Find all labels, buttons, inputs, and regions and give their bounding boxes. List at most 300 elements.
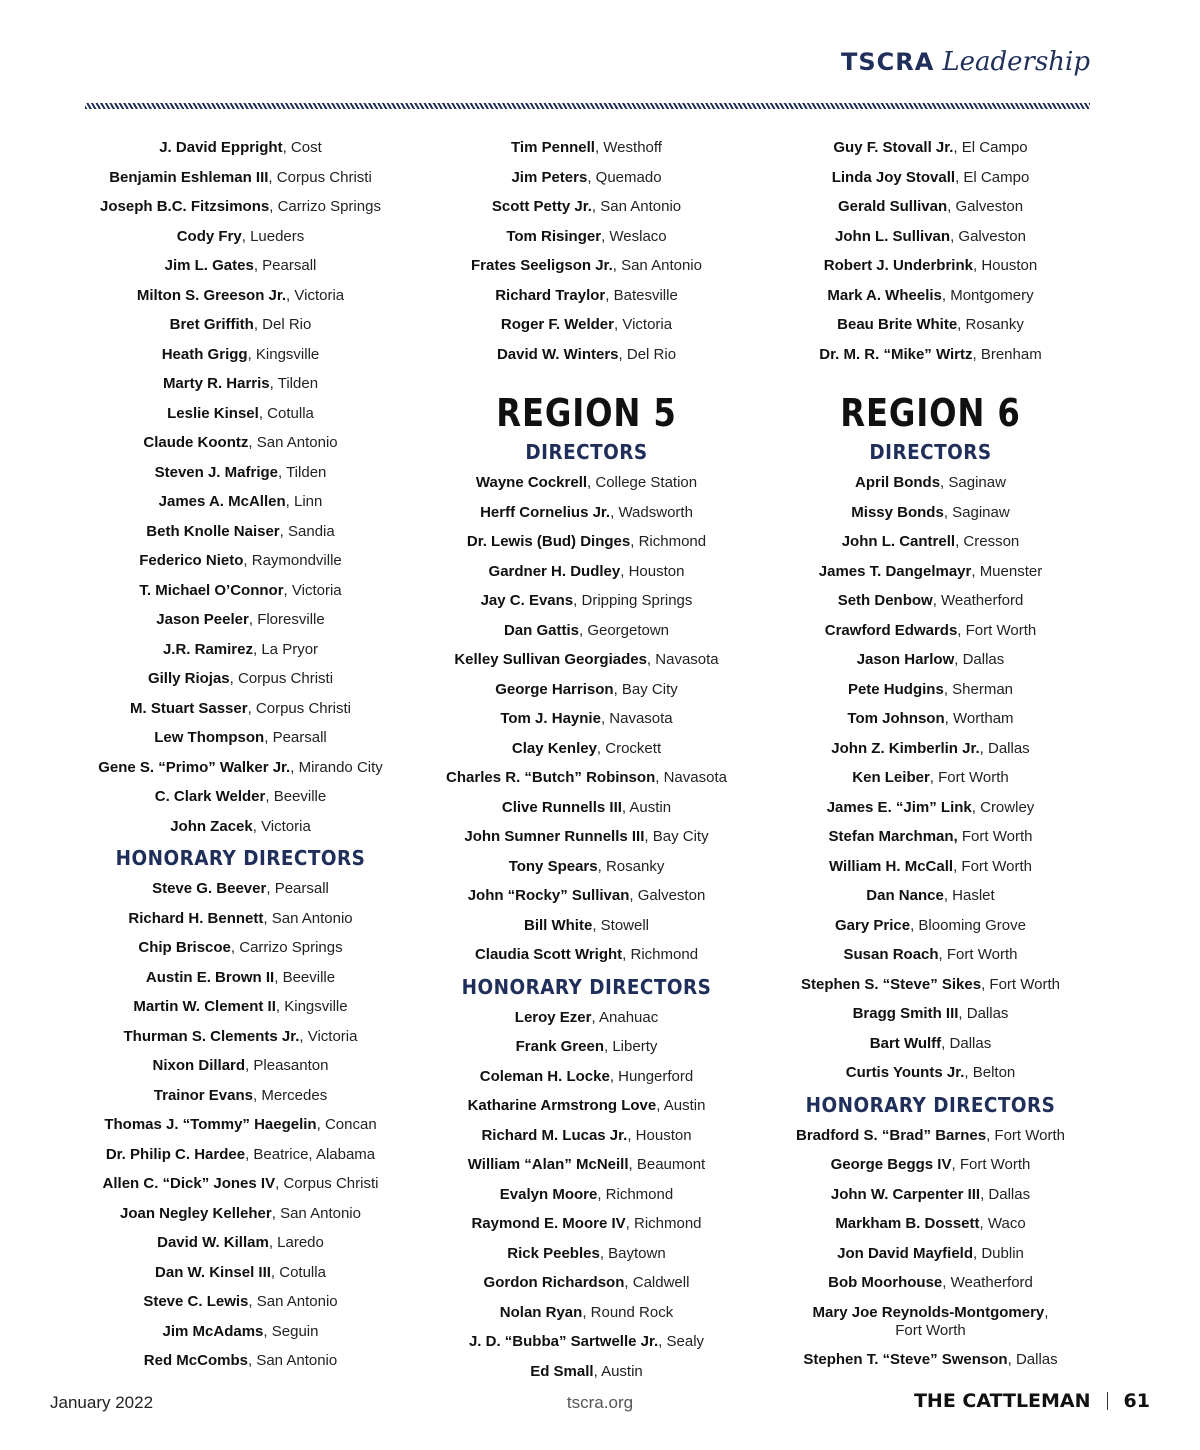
director-entry bbox=[63, 904, 418, 934]
director-entry bbox=[409, 675, 764, 705]
director-location: Hungerford bbox=[618, 1067, 694, 1085]
director-entry bbox=[753, 192, 1108, 222]
director-entry bbox=[409, 192, 764, 222]
director-entry bbox=[753, 1058, 1108, 1088]
director-name: Tom Risinger bbox=[506, 227, 602, 245]
entry-separator: , bbox=[629, 887, 638, 904]
region-6-honorary-heading: HONORARY DIRECTORS bbox=[805, 1092, 1056, 1117]
director-name: Tim Pennell bbox=[511, 139, 595, 156]
director-entry bbox=[409, 1121, 764, 1151]
entry-separator: , bbox=[979, 739, 988, 757]
director-entry bbox=[409, 704, 764, 734]
entry-separator: , bbox=[610, 503, 619, 521]
entry-separator: , bbox=[953, 857, 962, 875]
director-location: Cresson bbox=[963, 533, 1020, 550]
entry-separator: , bbox=[245, 1145, 254, 1163]
director-entry bbox=[63, 664, 418, 694]
entry-separator: , bbox=[1007, 1350, 1016, 1368]
entry-separator: , bbox=[253, 257, 263, 274]
director-entry bbox=[753, 498, 1108, 528]
director-location: Austin bbox=[663, 1097, 706, 1114]
entry-separator: , bbox=[253, 1086, 262, 1104]
director-entry bbox=[63, 933, 418, 963]
director-entry bbox=[753, 1121, 1108, 1151]
entry-separator: , bbox=[278, 463, 287, 481]
region-5-honorary-list bbox=[409, 1003, 764, 1387]
entry-separator: , bbox=[596, 739, 606, 757]
director-location: Rosanky bbox=[605, 857, 665, 875]
director-name: Nixon Dillard bbox=[152, 1057, 246, 1074]
director-location: Blooming Grove bbox=[918, 916, 1026, 934]
entry-separator: , bbox=[954, 651, 963, 668]
director-location: Brenham bbox=[980, 345, 1042, 363]
director-location: Dallas bbox=[966, 1005, 1009, 1022]
director-name: Crawford Edwards bbox=[824, 621, 958, 639]
director-entry bbox=[409, 1032, 764, 1062]
director-location: Dublin bbox=[981, 1244, 1024, 1262]
director-location: Sherman bbox=[952, 680, 1014, 698]
director-name: Evalyn Moore bbox=[499, 1185, 598, 1203]
director-location: Weslaco bbox=[609, 227, 667, 245]
director-entry bbox=[409, 586, 764, 616]
director-entry bbox=[753, 222, 1108, 252]
entry-separator: , bbox=[655, 769, 664, 786]
director-location: Galveston bbox=[958, 227, 1026, 245]
director-location: Fort Worth bbox=[961, 857, 1032, 875]
director-location: La Pryor bbox=[261, 640, 319, 658]
director-name: Leroy Ezer bbox=[514, 1008, 592, 1026]
director-name: Jason Harlow bbox=[856, 651, 955, 668]
director-name: Jon David Mayfield bbox=[837, 1244, 973, 1262]
entry-separator: , bbox=[929, 769, 939, 786]
entry-separator: , bbox=[286, 286, 295, 304]
entry-separator: , bbox=[621, 798, 630, 816]
entry-separator: , bbox=[290, 758, 299, 776]
director-name: Steve C. Lewis bbox=[143, 1293, 249, 1310]
director-name: Bill White bbox=[523, 916, 593, 934]
director-entry bbox=[63, 399, 418, 429]
director-entry bbox=[753, 1298, 1108, 1345]
director-entry bbox=[409, 1209, 764, 1239]
entry-separator: , bbox=[938, 946, 947, 963]
director-entry bbox=[753, 911, 1108, 941]
entry-separator: , bbox=[573, 592, 582, 609]
director-entry bbox=[63, 812, 418, 842]
entry-separator: , bbox=[972, 257, 982, 274]
director-entry bbox=[63, 694, 418, 724]
entry-separator: , bbox=[614, 316, 623, 333]
director-entry bbox=[63, 605, 418, 635]
region-5-honorary-heading: HONORARY DIRECTORS bbox=[461, 974, 712, 999]
director-name: Bragg Smith III bbox=[852, 1005, 959, 1022]
entry-separator: , bbox=[268, 1234, 278, 1251]
director-name: John L. Cantrell bbox=[841, 533, 956, 550]
entry-separator: , bbox=[266, 880, 275, 897]
entry-separator: , bbox=[630, 533, 639, 550]
director-entry bbox=[63, 1317, 418, 1347]
footer-separator bbox=[1107, 1392, 1108, 1410]
director-location: Raymondville bbox=[251, 552, 342, 569]
director-name: Wayne Cockrell bbox=[475, 474, 588, 491]
director-name: James A. McAllen bbox=[158, 493, 286, 510]
director-name: Robert J. Underbrink bbox=[823, 257, 973, 274]
region-5-directors-heading: DIRECTORS bbox=[525, 440, 648, 464]
entry-separator: , bbox=[258, 404, 268, 422]
director-name: Gilly Riojas bbox=[147, 670, 230, 687]
director-name: Curtis Younts Jr. bbox=[845, 1064, 965, 1081]
director-entry bbox=[63, 310, 418, 340]
director-name: Dan W. Kinsel III bbox=[155, 1263, 271, 1281]
director-entry bbox=[753, 822, 1108, 852]
director-location: Batesville bbox=[613, 286, 678, 304]
director-entry bbox=[63, 1258, 418, 1288]
director-entry bbox=[63, 1169, 418, 1199]
director-location: Fort Worth bbox=[965, 621, 1037, 639]
director-location: El Campo bbox=[963, 168, 1030, 186]
director-location: Victoria bbox=[291, 581, 342, 599]
director-entry bbox=[409, 340, 764, 370]
director-location: Victoria bbox=[294, 286, 345, 304]
footer-website: tscra.org bbox=[566, 1393, 634, 1412]
director-location: Navasota bbox=[663, 769, 727, 786]
entry-separator: , bbox=[955, 533, 964, 550]
director-entry bbox=[63, 1228, 418, 1258]
director-entry bbox=[63, 1140, 418, 1170]
director-entry bbox=[409, 498, 764, 528]
director-entry bbox=[63, 369, 418, 399]
director-location: Cotulla bbox=[267, 404, 314, 422]
director-entry bbox=[63, 546, 418, 576]
director-entry bbox=[753, 1150, 1108, 1180]
entry-separator: , bbox=[628, 1156, 637, 1173]
director-name: Richard Traylor bbox=[495, 286, 606, 304]
director-location: Pearsall bbox=[262, 257, 317, 274]
entry-separator: , bbox=[592, 916, 601, 934]
entry-separator: , bbox=[656, 1097, 664, 1114]
director-location: Carrizo Springs bbox=[239, 939, 343, 956]
director-entry bbox=[63, 428, 418, 458]
director-location: Quemado bbox=[595, 168, 662, 186]
director-location: San Antonio bbox=[280, 1204, 361, 1222]
entry-separator: , bbox=[582, 1303, 591, 1321]
director-location: Mercedes bbox=[261, 1086, 328, 1104]
director-entry bbox=[409, 1062, 764, 1092]
director-name: Ed Small bbox=[530, 1362, 594, 1380]
director-location: Corpus Christi bbox=[283, 1175, 379, 1192]
director-location: Lueders bbox=[250, 227, 305, 245]
director-entry bbox=[753, 468, 1108, 498]
entry-separator: , bbox=[944, 710, 953, 727]
footer-magazine bbox=[914, 1390, 1150, 1412]
entry-separator: , bbox=[964, 1064, 973, 1081]
entry-separator: , bbox=[275, 1175, 284, 1192]
director-location: Mirando City bbox=[298, 758, 383, 776]
director-name: David W. Winters bbox=[496, 345, 619, 363]
region-6-heading: REGION 6 bbox=[840, 391, 1021, 435]
director-location: San Antonio bbox=[600, 198, 682, 215]
director-location: Waco bbox=[987, 1215, 1026, 1232]
entry-separator: , bbox=[264, 729, 273, 746]
director-entry bbox=[63, 487, 418, 517]
director-location: Houston bbox=[981, 257, 1038, 274]
director-entry bbox=[63, 753, 418, 783]
director-location: El Campo bbox=[961, 139, 1028, 156]
director-name: James T. Dangelmayr bbox=[818, 562, 972, 580]
director-location: Baytown bbox=[608, 1244, 666, 1262]
director-location: Caldwell bbox=[632, 1274, 690, 1291]
director-entry bbox=[409, 616, 764, 646]
entry-separator: , bbox=[955, 168, 964, 186]
director-entry bbox=[409, 1180, 764, 1210]
director-name: Jay C. Evans bbox=[480, 592, 574, 609]
director-location: Stowell bbox=[600, 916, 650, 934]
director-name: Leslie Kinsel bbox=[167, 404, 259, 422]
director-entry bbox=[409, 881, 764, 911]
entry-separator: , bbox=[942, 1274, 951, 1291]
header-script-title: Leadership bbox=[942, 47, 1090, 77]
entry-separator: , bbox=[275, 998, 285, 1015]
entry-separator: , bbox=[981, 975, 990, 993]
director-location: Sandia bbox=[288, 522, 335, 540]
director-entry bbox=[753, 1180, 1108, 1210]
entry-separator: , bbox=[941, 1034, 950, 1052]
director-location: Victoria bbox=[622, 316, 673, 333]
entry-separator: , bbox=[957, 316, 966, 333]
director-name: Charles R. “Butch” Robinson bbox=[446, 769, 656, 786]
entry-separator: , bbox=[282, 139, 291, 156]
director-entry bbox=[753, 340, 1108, 370]
director-entry bbox=[753, 310, 1108, 340]
director-location: Saginaw bbox=[948, 474, 1006, 491]
director-name: Thurman S. Clements Jr. bbox=[123, 1027, 300, 1045]
director-name: Federico Nieto bbox=[139, 552, 244, 569]
director-entry bbox=[63, 1051, 418, 1081]
director-entry bbox=[409, 1268, 764, 1298]
director-location: Laredo bbox=[277, 1234, 324, 1251]
director-name: Joan Negley Kelleher bbox=[120, 1204, 272, 1222]
director-name: Claudia Scott Wright bbox=[474, 946, 623, 963]
director-location: Seguin bbox=[271, 1322, 319, 1340]
director-entry bbox=[753, 763, 1108, 793]
director-name: Stephen T. “Steve” Swenson bbox=[803, 1350, 1008, 1368]
director-name: April Bonds bbox=[855, 474, 941, 491]
director-entry bbox=[409, 1239, 764, 1269]
director-entry bbox=[409, 1357, 764, 1387]
director-location: Fort Worth bbox=[895, 1321, 966, 1339]
director-name: Tom J. Haynie bbox=[500, 710, 601, 727]
entry-separator: , bbox=[243, 552, 252, 569]
director-name: John W. Carpenter III bbox=[830, 1185, 981, 1203]
director-name: Steve G. Beever bbox=[152, 880, 267, 897]
director-entry bbox=[409, 911, 764, 941]
director-entry bbox=[409, 1150, 764, 1180]
director-name: Nolan Ryan bbox=[499, 1303, 583, 1321]
director-name: Jim Peters bbox=[511, 168, 588, 186]
director-location: Victoria bbox=[307, 1027, 358, 1045]
director-location: Pleasanton bbox=[253, 1057, 329, 1074]
director-name: T. Michael O’Connor bbox=[139, 581, 284, 599]
director-name: Red McCombs bbox=[143, 1352, 248, 1369]
director-entry bbox=[753, 586, 1108, 616]
director-name: Allen C. “Dick” Jones IV bbox=[102, 1175, 276, 1192]
director-name: J. D. “Bubba” Sartwelle Jr. bbox=[468, 1333, 659, 1350]
honorary-directors-list bbox=[63, 874, 418, 1376]
director-name: George Beggs IV bbox=[830, 1156, 952, 1173]
entry-separator: , bbox=[951, 1156, 960, 1173]
director-entry bbox=[753, 1239, 1108, 1269]
director-name: Katharine Armstrong Love bbox=[467, 1097, 657, 1114]
director-entry bbox=[63, 251, 418, 281]
director-location: College Station bbox=[595, 474, 698, 491]
director-entry bbox=[63, 1110, 418, 1140]
director-location: Haslet bbox=[952, 887, 995, 904]
director-name: Steven J. Mafrige bbox=[154, 463, 278, 481]
director-location: Weatherford bbox=[941, 592, 1024, 609]
director-location: Saginaw bbox=[952, 503, 1010, 521]
entry-separator: , bbox=[1044, 1303, 1049, 1321]
region-6-directors-heading: DIRECTORS bbox=[869, 440, 992, 464]
director-entry bbox=[409, 940, 764, 970]
director-location: Fort Worth bbox=[989, 975, 1060, 993]
director-name: Lew Thompson bbox=[154, 729, 265, 746]
director-name: Clive Runnells III bbox=[501, 798, 622, 816]
entry-separator: , bbox=[248, 611, 258, 628]
director-name: Roger F. Welder bbox=[500, 316, 614, 333]
director-entry bbox=[63, 133, 418, 163]
director-name: M. Stuart Sasser bbox=[130, 699, 248, 717]
director-name: Rick Peebles bbox=[507, 1244, 600, 1262]
director-location: Dallas bbox=[988, 1185, 1031, 1203]
entry-separator: , bbox=[624, 1274, 633, 1291]
entry-separator: , bbox=[604, 1038, 613, 1055]
director-location: Corpus Christi bbox=[238, 670, 334, 687]
director-name: Gardner H. Dudley bbox=[488, 562, 621, 580]
director-location: Pearsall bbox=[272, 729, 327, 746]
director-entry bbox=[63, 163, 418, 193]
director-location: San Antonio bbox=[256, 1293, 338, 1310]
header-brand: TSCRA bbox=[841, 48, 935, 76]
director-name: Jim McAdams bbox=[162, 1322, 264, 1340]
director-name: Mark A. Wheelis bbox=[827, 286, 942, 304]
entry-separator: , bbox=[622, 946, 631, 963]
director-name: Markham B. Dossett bbox=[835, 1215, 980, 1232]
entry-separator: , bbox=[658, 1333, 667, 1350]
honorary-directors-heading: HONORARY DIRECTORS bbox=[115, 846, 366, 870]
director-name: Dan Nance bbox=[866, 887, 944, 904]
entry-separator: , bbox=[627, 1126, 636, 1144]
director-name: Frates Seeligson Jr. bbox=[471, 257, 613, 274]
director-entry bbox=[753, 793, 1108, 823]
director-entry bbox=[753, 940, 1108, 970]
director-location: Sealy bbox=[666, 1333, 705, 1350]
director-name: Missy Bonds bbox=[851, 503, 944, 521]
director-name: Marty R. Harris bbox=[162, 375, 270, 392]
director-name: Dr. Lewis (Bud) Dinges bbox=[466, 533, 631, 550]
director-entry bbox=[753, 557, 1108, 587]
director-location: Beeville bbox=[273, 788, 327, 805]
entry-separator: , bbox=[609, 1067, 619, 1085]
director-location: Richmond bbox=[630, 946, 699, 963]
director-name: Coleman H. Locke bbox=[479, 1067, 610, 1085]
director-entry bbox=[753, 645, 1108, 675]
director-name: John Z. Kimberlin Jr. bbox=[831, 739, 980, 757]
director-name: Cody Fry bbox=[176, 227, 242, 245]
director-name: Joseph B.C. Fitzsimons bbox=[100, 198, 270, 215]
director-name: Bart Wulff bbox=[869, 1034, 942, 1052]
director-name: Frank Green bbox=[515, 1038, 604, 1055]
director-name: George Harrison bbox=[495, 680, 614, 698]
director-name: William “Alan” McNeill bbox=[467, 1156, 629, 1173]
director-entry bbox=[409, 281, 764, 311]
entry-separator: , bbox=[953, 139, 962, 156]
director-entry bbox=[409, 251, 764, 281]
entry-separator: , bbox=[950, 227, 959, 245]
director-entry bbox=[63, 340, 418, 370]
director-entry bbox=[409, 1091, 764, 1121]
director-location: Wadsworth bbox=[618, 503, 693, 521]
entry-separator: , bbox=[958, 1005, 967, 1022]
director-name: Jason Peeler bbox=[156, 611, 249, 628]
director-location: Crockett bbox=[605, 739, 662, 757]
director-entry bbox=[63, 458, 418, 488]
director-name: Gordon Richardson bbox=[483, 1274, 625, 1291]
director-location: Dallas bbox=[988, 739, 1030, 757]
director-name: Mary Joe Reynolds-Montgomery bbox=[812, 1303, 1045, 1321]
director-location: Pearsall bbox=[274, 880, 329, 897]
director-name: John L. Sullivan bbox=[835, 227, 951, 245]
director-location: Rosanky bbox=[965, 316, 1024, 333]
director-name: Benjamin Eshleman III bbox=[109, 168, 269, 186]
entry-separator: , bbox=[941, 286, 951, 304]
region-6-directors-list bbox=[753, 468, 1108, 1088]
column-middle bbox=[409, 133, 764, 1386]
director-name: Guy F. Stovall Jr. bbox=[833, 139, 954, 156]
entry-separator: , bbox=[973, 1244, 982, 1262]
director-name: Chip Briscoe bbox=[138, 939, 231, 956]
entry-separator: , bbox=[283, 581, 292, 599]
director-name: J. David Eppright bbox=[159, 139, 283, 156]
director-location: Dallas bbox=[949, 1034, 992, 1052]
director-name: Susan Roach bbox=[843, 946, 939, 963]
director-name: Jim L. Gates bbox=[164, 257, 254, 274]
director-location: Fort Worth bbox=[959, 1156, 1031, 1173]
entry-separator: , bbox=[247, 699, 256, 717]
entry-separator: , bbox=[986, 1126, 995, 1144]
director-location: Fort Worth bbox=[961, 828, 1033, 845]
entry-separator: , bbox=[245, 1057, 254, 1074]
director-location: Austin bbox=[601, 1362, 643, 1380]
director-name: Heath Grigg bbox=[161, 345, 248, 363]
director-location: Bay City bbox=[621, 680, 678, 698]
director-name: Herff Cornelius Jr. bbox=[480, 503, 611, 521]
director-name: C. Clark Welder bbox=[154, 788, 266, 805]
director-name: Dr. Philip C. Hardee bbox=[105, 1145, 246, 1163]
director-location: Linn bbox=[293, 493, 323, 510]
director-entry bbox=[409, 734, 764, 764]
director-location: Fort Worth bbox=[946, 946, 1018, 963]
entry-separator: , bbox=[248, 434, 257, 451]
header-divider bbox=[85, 103, 1090, 109]
director-location: Cost bbox=[290, 139, 322, 156]
director-location: Georgetown bbox=[587, 621, 670, 639]
entry-separator: , bbox=[625, 1215, 634, 1232]
director-location: Fort Worth bbox=[994, 1126, 1065, 1144]
director-location: Navasota bbox=[655, 651, 719, 668]
director-name: Bradford S. “Brad” Barnes bbox=[796, 1126, 987, 1144]
director-name: Tony Spears bbox=[508, 857, 598, 875]
entry-separator: , bbox=[971, 562, 980, 580]
director-name: Ken Leiber bbox=[852, 769, 930, 786]
